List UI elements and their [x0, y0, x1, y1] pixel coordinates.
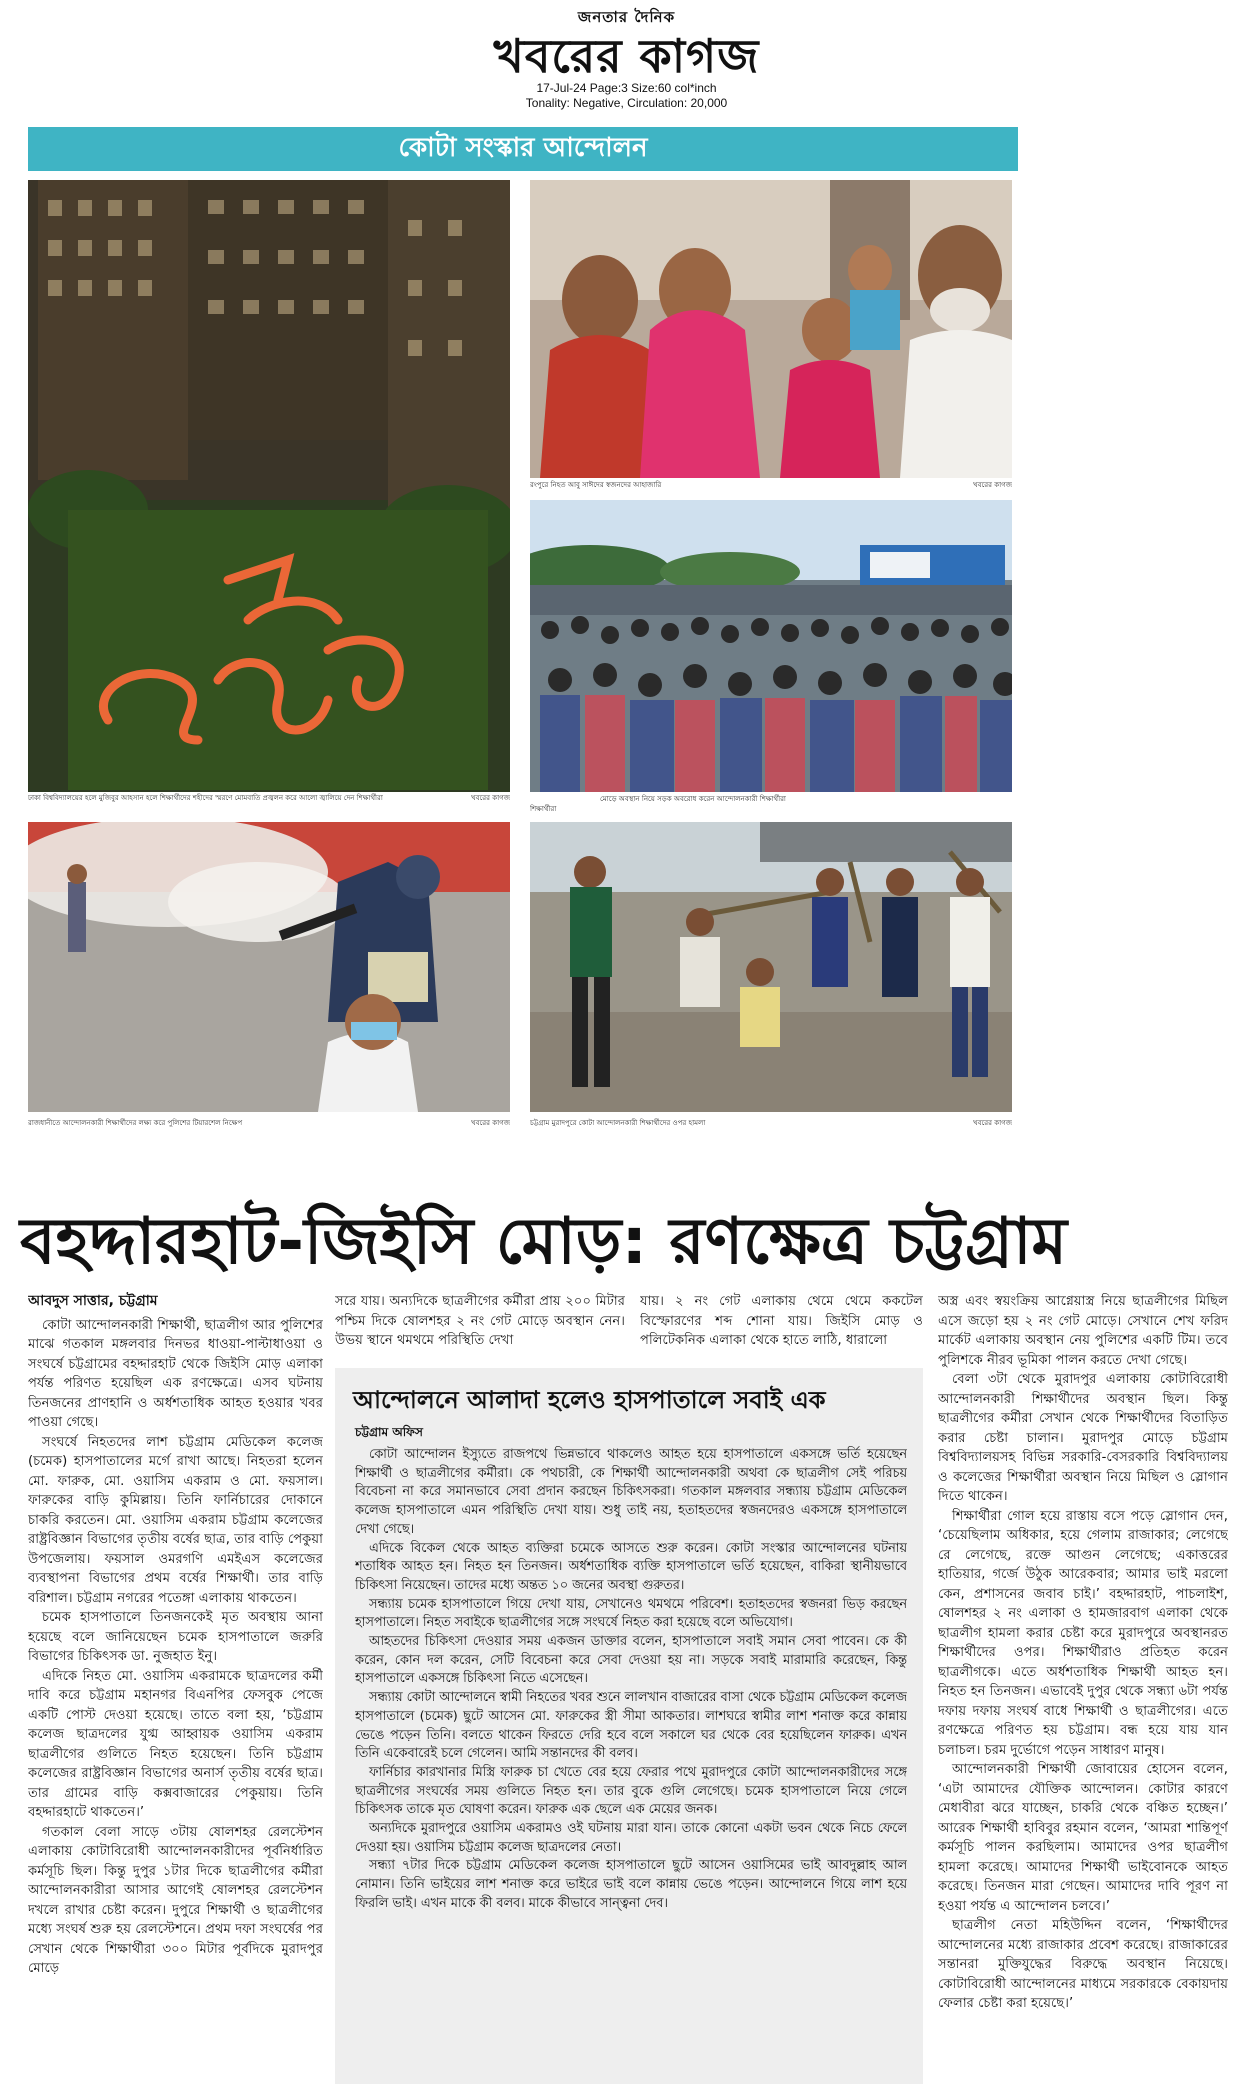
article-paragraph: অস্ত্র এবং স্বয়ংক্রিয় আগ্নেয়াস্ত্র নিয়ে ছাত্রলীগের মিছিল এসে জড়ো হয় ২ নং গেট মোড়ে। সেখানে শেখ ফরিদ মার্কেট এলাকায় অবস্থান নেয় পুলিশের একটি টিম। তবে পুলিশকে নীরব ভূমিকা পালন করতে দেখা গেছে।	[938, 1294, 1228, 1368]
photo-credit: খবরের কাগজ	[972, 481, 1012, 489]
article-column-3	[640, 1292, 923, 1364]
article-paragraph: বেলা ৩টা থেকে মুরাদপুর এলাকায় কোটাবিরোধী আন্দোলনকারী শিক্ষার্থীদের অবস্থান ছিল। কিন্তু ছাত্রলীগের কর্মীরা সেখান থেকে শিক্ষার্থীদের বিতাড়িত করার চেষ্টা চালান। মুরাদপুর মোড়ে চট্টগ্রাম বিশ্ববিদ্যালয়সহ বিভিন্ন সরকারি-বেসরকারি বিশ্ববিদ্যালয় ও কলেজের শিক্ষার্থীরা অবস্থান নিয়ে মিছিল ও স্লোগান দিতে থাকেন।	[938, 1372, 1228, 1504]
article-paragraph: সন্ধ্যায় চমেক হাসপাতালে গিয়ে দেখা যায়, সেখানেও থমথমে পরিবেশ। হতাহতদের স্বজনরা ভিড় করছেন হাসপাতালে। নিহত সবাইকে ছাত্রলীগের সঙ্গে সংঘর্ষে নিহত করা হয়েছে বলে অভিযোগ।	[355, 1596, 907, 1631]
photo-credit: খবরের কাগজ	[470, 1119, 510, 1127]
sidebar-story-box	[335, 1368, 923, 2084]
article-column-2	[335, 1292, 625, 1364]
tear-gas-image	[28, 822, 510, 1112]
clip-meta-line1: 17-Jul-24 Page:3 Size:60 col*inch	[536, 81, 717, 95]
article-paragraph: কোটা আন্দোলনকারী শিক্ষার্থী, ছাত্রলীগ আর পুলিশের মাঝে গতকাল মঙ্গলবার দিনভর ধাওয়া-পাল্টাধাওয়া ও সংঘর্ষে চট্টগ্রামের বহদ্দারহাট থেকে জিইসি মোড় এলাকা পর্যন্ত পরিণত হয়েছিল এক রণক্ষেত্রে। এসব ঘটনায় তিনজনের প্রাণহানি ও অর্ধশতাধিক আহত হওয়ার খবর পাওয়া গেছে।	[28, 1317, 323, 1430]
photo-road-blockade	[530, 500, 1012, 792]
masthead	[0, 0, 1253, 118]
photo-credit: শিক্ষার্থীরা	[530, 805, 557, 813]
article-column-4	[938, 1292, 1228, 2088]
photo-caption: রংপুরে নিহত আবু সাঈদের স্বজনদের আহাজারি	[530, 481, 662, 489]
photo-caption: রাজধানীতে আন্দোলনকারী শিক্ষার্থীদের লক্ষ্য করে পুলিশের টিয়ারশেল নিক্ষেপ	[28, 1119, 243, 1127]
sidebar-story-byline: চট্টগ্রাম অফিস	[355, 1425, 423, 1439]
photo-caption: চট্টগ্রাম মুরাদপুরে কোটা আন্দোলনকারী শিক্ষার্থীদের ওপর হামলা	[530, 1119, 706, 1127]
newspaper-title: খবরের কাগজ	[493, 29, 760, 83]
clip-meta-line2: Tonality: Negative, Circulation: 20,000	[525, 96, 728, 110]
article-paragraph: এদিকে বিকেল থেকে আহত ব্যক্তিরা চমেকে আসতে শুরু করেন। কোটা সংস্কার আন্দোলনের ঘটনায় শতাধিক আহত হন। নিহত হন তিনজন। অর্ধশতাধিক ব্যক্তি হাসপাতালে ভর্তি হয়েছেন, বাকিরা স্থানীয়ভাবে চিকিৎসা নিয়েছেন। তাদের মধ্যে অন্তত ১০ জনের অবস্থা গুরুতর।	[355, 1540, 907, 1593]
article-paragraph: কোটা আন্দোলন ইস্যুতে রাজপথে ভিন্নভাবে থাকলেও আহত হয়ে হাসপাতালে একসঙ্গে ভর্তি হয়েছেন শিক্ষার্থী ও ছাত্রলীগের কর্মীরা। কে পথচারী, কে শিক্ষার্থী আন্দোলনকারী অথবা কে ছাত্রলীগ সেই পরিচয় বিবেচনা না করে সমানভাবে সেবা প্রদান করছেন চিকিৎসকরা। গতকাল মঙ্গলবার সন্ধ্যায় চট্টগ্রাম মেডিকেল কলেজ হাসপাতালে এমন পরিস্থিতি দেখা যায়। শুধু তাই নয়, হতাহতদের স্বজনদেরও একসঙ্গে হাসপাতালে দেখা গেছে।	[355, 1447, 907, 1537]
photo-mourners	[530, 180, 1012, 478]
article-paragraph: চমেক হাসপাতালে তিনজনকেই মৃত অবস্থায় আনা হয়েছে বলে জানিয়েছেন চমেক হাসপাতালে জরুরি বিভাগের চিকিৎসক ডা. নুজহাত ইনু।	[28, 1610, 323, 1664]
photo-credit: খবরের কাগজ	[470, 794, 510, 802]
article-column-1	[28, 1292, 323, 2088]
article-paragraph: সন্ধ্যায় কোটা আন্দোলনে স্বামী নিহতের খবর শুনে লালখান বাজারের বাসা থেকে চট্টগ্রাম মেডিকেল কলেজ হাসপাতালে (চমেক) ছুটে আসেন মো. ফারুকের স্ত্রী সীমা আকতার। লাশঘরে স্বামীর লাশ শনাক্ত করে কান্নায় ভেঙে পড়েন তিনি। বলতে থাকেন ফিরতে দেরি হবে বলে সকালে ঘর থেকে বের হয়েছিলেন ফারুক। এখন তিনি একেবারেই চলে গেলেন। আমি সন্তানদের কী বলব।	[355, 1690, 907, 1762]
article-paragraph: সন্ধ্যা ৭টার দিকে চট্টগ্রাম মেডিকেল কলেজ হাসপাতালে ছুটে আসেন ওয়াসিমের ভাই আবদুল্লাহ আল নোমান। তিনি ভাইয়ের লাশ শনাক্ত করে ভাইরে ভাই বলে কান্নায় ভেঙে পড়েন। আন্দোলনে গিয়ে লাশ হয়ে ফিরলি ভাই। এখন মাকে কী বলব। মাকে কীভাবে সান্ত্বনা দেব।	[355, 1858, 907, 1911]
photo-caption: মোড়ে অবস্থান নিয়ে সড়ক অবরোধ করেন আন্দোলনকারী শিক্ষার্থীরা	[600, 795, 786, 803]
article-byline: আবদুস সাত্তার, চট্টগ্রাম	[28, 1293, 158, 1309]
article-paragraph: সরে যায়। অন্যদিকে ছাত্রলীগের কর্মীরা প্রায় ২০০ মিটার পশ্চিম দিকে ষোলশহর ২ নং গেট মোড়ে অবস্থান নেন। উভয় স্থানে থমথমে পরিস্থিতি দেখা	[335, 1294, 625, 1348]
mourners-image	[530, 180, 1012, 478]
article-paragraph: সংঘর্ষে নিহতদের লাশ চট্টগ্রাম মেডিকেল কলেজ (চমেক) হাসপাতালের মর্গে রাখা আছে। নিহতরা হলেন মো. ফারুক, মো. ওয়াসিম একরাম ও মো. ফয়সাল। ফারুকের বাড়ি কুমিল্লায়। তিনি ফার্নিচারের দোকানে চাকরি করতেন। মো. ওয়াসিম একরাম চট্টগ্রাম কলেজের রাষ্ট্রবিজ্ঞান বিভাগের তৃতীয় বর্ষের ছাত্র, তার বাড়ি পেকুয়া উপজেলায়। ফয়সাল ওমরগণি এমইএস কলেজের ব্যবস্থাপনা বিভাগের প্রথম বর্ষের শিক্ষার্থী। তার বাড়ি বরিশাল। চট্টগ্রাম নগরের পতেঙ্গা এলাকায় থাকতেন।	[28, 1434, 323, 1606]
sidebar-story-headline: আন্দোলনে আলাদা হলেও হাসপাতালে সবাই এক	[353, 1386, 826, 1414]
section-banner: কোটা সংস্কার আন্দোলন	[28, 127, 1018, 171]
article-paragraph: ছাত্রলীগ নেতা মহিউদ্দিন বলেন, ‘শিক্ষার্থীদের আন্দোলনের মধ্যে রাজাকার প্রবেশ করেছে। রাজাকারের সন্তানরা মুক্তিযুদ্ধের বিরুদ্ধে অবস্থান নিয়েছে। কোটাবিরোধী আন্দোলনের মাধ্যমে সরকারকে বেকায়দায় ফেলার চেষ্টা করা হয়েছে।’	[938, 1918, 1228, 2011]
photo-credit: খবরের কাগজ	[972, 1119, 1012, 1127]
article-paragraph: শিক্ষার্থীরা গোল হয়ে রাস্তায় বসে পড়ে স্লোগান দেন, ‘চেয়েছিলাম অধিকার, হয়ে গেলাম রাজাকার; লেগেছে রে লেগেছে, রক্তে আগুন লেগেছে; একাত্তরের হাতিয়ার, গর্জে উঠুক আরেকবার; আমার ভাই মরলো কেন, প্রশাসনের জবাব চাই।’ বহদ্দারহাট, পাচলাইশ, ষোলশহর ২ নং এলাকা ও হামজারবাগ এলাকা থেকে ছাত্রলীগ হামলা করার চেষ্টা করে মুরাদপুরে অবস্থানরত শিক্ষার্থীদের ওপর। শিক্ষার্থীরাও প্রতিহত করেন ছাত্রলীগকে। এতে অর্ধশতাধিক শিক্ষার্থী আহত হন। নিহত হন তিনজন। এভাবেই দুপুর থেকে সন্ধ্যা ৬টা পর্যন্ত দফায় দফায় সংঘর্ষ বাধে শিক্ষার্থী ও ছাত্রলীগের। এতে রণক্ষেত্রে পরিণত হয় চট্টগ্রাম। বন্ধ হয়ে যায় যান চলাচল। চরম দুর্ভোগে পড়েন সাধারণ মানুষ।	[938, 1508, 1228, 1758]
clash-image	[530, 822, 1012, 1112]
article-paragraph: এদিকে নিহত মো. ওয়াসিম একরামকে ছাত্রদলের কর্মী দাবি করে চট্টগ্রাম মহানগর বিএনপির ফেসবুক পেজে একটি পোস্ট দেওয়া হয়েছে। তাতে বলা হয়, ‘চট্টগ্রাম কলেজ ছাত্রদলের যুগ্ম আহ্বায়ক ওয়াসিম একরাম ছাত্রলীগের গুলিতে নিহত হয়েছেন। তিনি চট্টগ্রাম কলেজের রাষ্ট্রবিজ্ঞান বিভাগের অনার্স তৃতীয় বর্ষের ছাত্র। তার গ্রামের বাড়ি কক্সবাজারের পেকুয়ায়। তিনি বহদ্দারহাটে থাকতেন।’	[28, 1668, 323, 1820]
sidebar-story-text	[355, 1446, 907, 2078]
photo-clash	[530, 822, 1012, 1112]
photo-caption: ঢাকা বিশ্ববিদ্যালয়ের হলে মুজিবুর আহসান হলে শিক্ষার্থীদের শহীদের স্মরণে মোমবাতি প্রজ্বলন করে আলো জ্বালিয়ে দেন শিক্ষার্থীরা	[28, 794, 383, 802]
road-blockade-image	[530, 500, 1012, 792]
article-paragraph: অন্যদিকে মুরাদপুরে ওয়াসিম একরামও ওই ঘটনায় মারা যান। তাকে কোনো একটা ভবন থেকে নিচে ফেলে দেওয়া হয়। ওয়াসিম চট্টগ্রাম কলেজ ছাত্রদলের নেতা।	[355, 1821, 907, 1855]
candle-vigil-image	[28, 180, 510, 792]
masthead-tagline: জনতার দৈনিক	[577, 8, 676, 26]
article-paragraph: ফার্নিচার কারখানার মিস্ত্রি ফারুক চা খেতে বের হয়ে ফেরার পথে মুরাদপুরে কোটা আন্দোলনকারীদের সঙ্গে ছাত্রলীগের সংঘর্ষের সময় গুলিতে নিহত হন। তার বুকে গুলি লেগেছে। চমেক হাসপাতালে নিয়ে গেলে চিকিৎসক তাকে মৃত ঘোষণা করেন। ফারুক এক ছেলে এক মেয়ের জনক।	[355, 1764, 907, 1818]
article-paragraph: আন্দোলনকারী শিক্ষার্থী জোবায়ের হোসেন বলেন, ‘এটা আমাদের যৌক্তিক আন্দোলন। কোটার কারণে মেধাবীরা ঝরে যাচ্ছেন, চাকরি থেকে বঞ্চিত হচ্ছেন।’ আরেক শিক্ষার্থী হাবিবুর রহমান বলেন, ‘আমরা শান্তিপূর্ণ কর্মসূচি পালন করছিলাম। আমাদের ওপর ছাত্রলীগ হামলা করেছে। আমাদের শিক্ষার্থী ভাইবোনকে আহত করেছে। তিনজন মারা গেছেন। আমাদের দাবি পূরণ না হওয়া পর্যন্ত এ আন্দোলন চলবে।’	[938, 1762, 1228, 1914]
photo-tear-gas	[28, 822, 510, 1112]
main-headline: বহদ্দারহাট-জিইসি মোড়: রণক্ষেত্র চট্টগ্রাম	[20, 1205, 1068, 1279]
photo-candle-vigil	[28, 180, 510, 792]
article-paragraph: গতকাল বেলা সাড়ে ৩টায় ষোলশহর রেলস্টেশন এলাকায় কোটাবিরোধী আন্দোলনকারীদের পূর্বনির্ধারিত কর্মসূচি ছিল। কিন্তু দুপুর ১টার দিকে ছাত্রলীগের কর্মীরা আন্দোলনকারীরা আসার আগেই ষোলশহর রেলস্টেশন দখলে রাখার চেষ্টা করেন। দুপুরে শিক্ষার্থী ও ছাত্রলীগের মধ্যে সংঘর্ষ শুরু হয় রেলস্টেশনে। প্রথম দফা সংঘর্ষের পর সেখান থেকে শিক্ষার্থীরা ৩০০ মিটার পূর্বদিকে মুরাদপুর মোড়ে	[28, 1824, 323, 1976]
article-paragraph: যায়। ২ নং গেট এলাকায় থেমে থেমে ককটেল বিস্ফোরণের শব্দ শোনা যায়। জিইসি মোড় ও পলিটেকনিক এলাকা থেকে হাতে লাঠি, ধারালো	[640, 1294, 923, 1348]
article-paragraph: আহতদের চিকিৎসা দেওয়ার সময় একজন ডাক্তার বলেন, হাসপাতালে সবাই সমান সেবা পাবেন। কে কী করেন, কোন দল করেন, সেটি বিবেচনা করে সেবা দেওয়া হয় না। সড়কে সবাই মারামারি করেছেন, কিন্তু হাসপাতালে একসঙ্গে চিকিৎসা নিতে এসেছেন।	[355, 1634, 907, 1687]
